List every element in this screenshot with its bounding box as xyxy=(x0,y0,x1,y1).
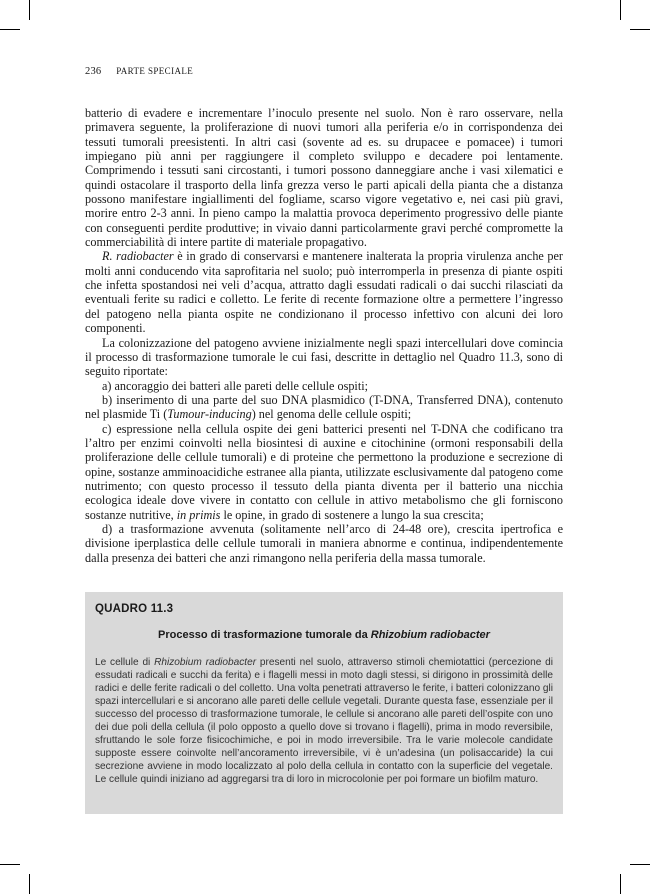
list-item-d: d) a trasformazione avvenuta (solitamente nell’arco di 24-48 ore), crescita ipertrofica e divisione iperplastica delle cellule tumorali in maniera abnorme e continua, indipendentemente dalla presenza dei batteri che anzi rimangono nella periferia della massa tumorale. xyxy=(85,521,563,565)
paragraph: batterio di evadere e incrementare l’inoculo presente nel suolo. Non è raro osservare, nella primavera seguente, la proliferazione di nuovi tumori alla periferia e/o in corrispondenza dei tessuti tumorali preesistenti. In altri casi (sovente ad es. su drupacee e pomacee) i tumori impiegano più anni per raggiungere il completo sviluppo e decadere poi lentamente. Comprimendo i tessuti sani circostanti, i tumori possono danneggiare anche i vasi xilematici e quindi ostacolare il trasporto della linfa grezza verso le parti apicali della pianta che a distanza possono manifestare ingiallimenti del fogliame, scarso vigore vegetativo e, nei casi più gravi, morire entro 2-3 anni. In pieno campo la malattia provoca deperimento progressivo delle piante con conseguenti perdite produttive; in vivaio danni particolarmente gravi perché compromette la commerciabilità di intere partite di materiale propagativo. xyxy=(85,106,563,250)
italic-term: in primis xyxy=(176,507,221,522)
species-name: Rhizobium radiobacter xyxy=(154,657,257,668)
quadro-title-text: Processo di trasformazione tumorale da xyxy=(158,629,371,641)
running-head xyxy=(85,66,193,77)
list-item-text: c) espressione nella cellula ospite dei geni batterici presenti nel T-DNA che codificano tra l’altro per enzimi coinvolti nella biosintesi di auxine e citochinine (ormoni responsabili della proliferazione delle cellule tumorali) e di proteine che permettono la produzione e secrezione di opine, sostanze amminoacidiche estranee alla pianta, utilizzate esclusivamente dal patogeno come nutrimento; con questo processo il tessuto della pianta diventa per il batterio una nicchia ecologica ideale dove vivere in contatto con cellule in attivo metabolismo che gli forniscono sostanze nutritive, xyxy=(85,421,563,522)
paragraph xyxy=(85,249,563,335)
quadro-text-part: presenti nel suolo, attraverso stimoli chemiotattici (percezione di essudati radicali e succhi da ferita) e i flagelli messi in moto dagli stessi, si dirigono in prossimità delle radici e delle ferite radicali o del colletto. Una volta penetrati attraverso le ferite, i batteri colonizzano gli spazi intercellulari e si ancorano alle pareti delle cellule vegetali. Durante questa fase, essenziale per il successo del processo di trasformazione tumorale, le cellule si ancorano alle pareti dell’ospite con uno dei due poli della cellula (il polo opposto a quello dove si trovano i flagelli), prima in modo reversibile, sfruttando le sole forze fisicochimiche, e poi in modo irreversibile. Tra le varie molecole candidate supposte essere coinvolte nell’ancoramento irreversibile, vi è un’adesina (un polisaccaride) la cui secrezione avviene in modo localizzato al polo della cellula in contatto con la superficie del vegetale. Le cellule quindi iniziano ad aggregarsi tra di loro in microcolonie per poi formare un biofilm maturo. xyxy=(95,657,553,785)
italic-term: Tumour-inducing xyxy=(167,407,252,422)
quadro-text xyxy=(95,656,553,786)
crop-mark-top-right xyxy=(620,0,621,20)
paragraph: La colonizzazione del patogeno avviene inizialmente negli spazi intercellulari dove comincia il processo di trasformazione tumorale le cui fasi, descritte in dettaglio nel Quadro 11.3, sono di seguito riportate: xyxy=(85,335,563,379)
list-item-b xyxy=(85,393,563,422)
species-name: R. radiobacter xyxy=(102,249,174,264)
crop-mark-bottom-left xyxy=(29,874,30,894)
quadro-box xyxy=(85,592,563,814)
crop-mark-top-left xyxy=(29,0,30,20)
list-item-a: a) ancoraggio dei batteri alle pareti delle cellule ospiti; xyxy=(102,378,368,393)
species-name: Rhizobium radiobacter xyxy=(370,629,490,641)
quadro-title xyxy=(85,629,563,641)
list-item-c xyxy=(85,422,563,522)
list-item-text: le opine, in grado di sostenere a lungo la sua crescita; xyxy=(220,507,484,522)
quadro-label: QUADRO 11.3 xyxy=(95,603,174,615)
crop-mark-left-bottom xyxy=(0,864,20,865)
body-text xyxy=(85,106,563,565)
crop-mark-right-top xyxy=(630,29,650,30)
paragraph-text: è in grado di conservarsi e mantenere inalterata la propria virulenza anche per molti anni conducendo vita saprofitaria nel suolo; può interromperla in presenza di piante ospiti che infetta spostandosi nei veli d’acqua, attratto dagli essudati radicali o dai succhi rilasciati da eventuali ferite su radici e colletto. Le ferite di recente formazione oltre a permettere l’ingresso del patogeno nella pianta ospite ne condizionano il processo infettivo con alcuni dei loro componenti. xyxy=(85,249,563,336)
crop-mark-bottom-right xyxy=(620,874,621,894)
section-title: PARTE SPECIALE xyxy=(116,66,194,76)
list-item-text: b) inserimento di una parte del suo DNA plasmidico (T-DNA, Transferred DNA), contenuto nel plasmide Ti ( xyxy=(85,392,563,422)
page-number: 236 xyxy=(85,66,102,77)
crop-mark-right-bottom xyxy=(630,864,650,865)
quadro-text-part: Le cellule di xyxy=(95,657,155,668)
list-item-text: ) nel genoma delle cellule ospiti; xyxy=(251,407,412,422)
crop-mark-left-top xyxy=(0,29,20,30)
